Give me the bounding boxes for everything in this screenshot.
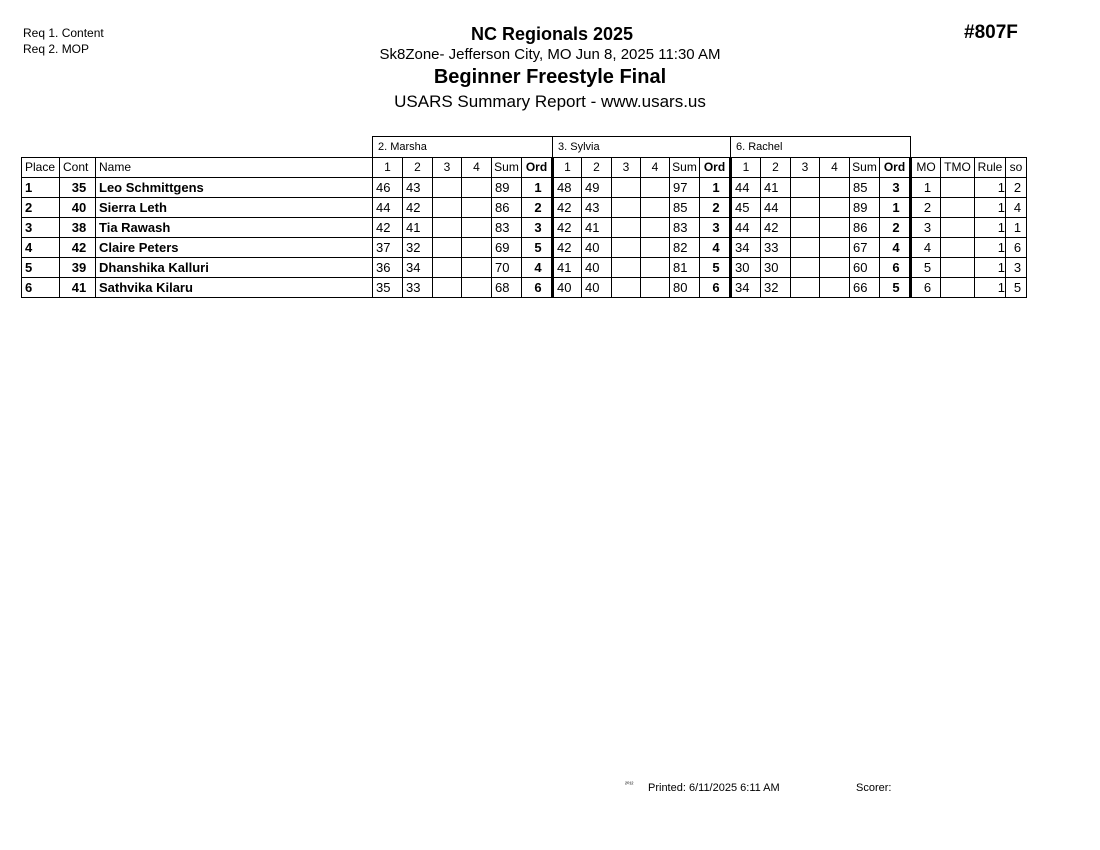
column-header-row — [22, 158, 1027, 178]
rule-cell: 1 — [975, 178, 1006, 198]
results-table — [21, 136, 1027, 298]
sum-cell: 70 — [492, 258, 522, 278]
requirement-1: Req 1. Content — [23, 26, 104, 40]
col-header-mark: 3 — [791, 158, 820, 178]
so-cell: 5 — [1006, 278, 1027, 298]
cont-cell: 41 — [60, 278, 96, 298]
sum-cell: 68 — [492, 278, 522, 298]
col-header-tmo: TMO — [941, 158, 975, 178]
so-cell: 6 — [1006, 238, 1027, 258]
ordinal-cell: 6 — [700, 278, 731, 298]
col-header-so: so — [1006, 158, 1027, 178]
mark-cell — [820, 218, 850, 238]
ordinal-cell: 6 — [880, 258, 911, 278]
mark-cell: 42 — [553, 198, 582, 218]
mark-cell: 37 — [373, 238, 403, 258]
table-row — [22, 178, 1027, 198]
col-header-ord: Ord — [880, 158, 911, 178]
skater-name-cell: Sathvika Kilaru — [96, 278, 373, 298]
mark-cell — [820, 238, 850, 258]
so-cell: 2 — [1006, 178, 1027, 198]
mo-cell: 3 — [911, 218, 941, 238]
mark-cell — [791, 278, 820, 298]
mark-cell — [612, 278, 641, 298]
sum-cell: 66 — [850, 278, 880, 298]
ordinal-cell: 1 — [522, 178, 553, 198]
judge-name-3: 6. Rachel — [731, 137, 911, 158]
mo-cell: 5 — [911, 258, 941, 278]
table-row — [22, 238, 1027, 258]
mark-cell — [820, 198, 850, 218]
mark-cell — [612, 178, 641, 198]
col-header-mark: 4 — [820, 158, 850, 178]
requirement-2: Req 2. MOP — [23, 42, 90, 56]
sum-cell: 86 — [850, 218, 880, 238]
mark-cell: 32 — [403, 238, 433, 258]
tmo-cell — [941, 218, 975, 238]
version-mark: ²⁰¹² — [625, 782, 634, 788]
col-header-mark: 3 — [433, 158, 462, 178]
mark-cell — [820, 278, 850, 298]
mark-cell — [641, 278, 670, 298]
mark-cell — [791, 238, 820, 258]
sum-cell: 60 — [850, 258, 880, 278]
skater-name-cell: Claire Peters — [96, 238, 373, 258]
mark-cell: 43 — [403, 178, 433, 198]
skater-name-cell: Tia Rawash — [96, 218, 373, 238]
tmo-cell — [941, 278, 975, 298]
ordinal-cell: 2 — [700, 198, 731, 218]
mo-cell: 1 — [911, 178, 941, 198]
mark-cell: 46 — [373, 178, 403, 198]
col-header-mark: 4 — [462, 158, 492, 178]
ordinal-cell: 1 — [880, 198, 911, 218]
table-row — [22, 278, 1027, 298]
ordinal-cell: 5 — [880, 278, 911, 298]
col-header-mark: 1 — [373, 158, 403, 178]
ordinal-cell: 3 — [522, 218, 553, 238]
sum-cell: 86 — [492, 198, 522, 218]
event-title: Beginner Freestyle Final — [433, 66, 667, 88]
col-header-place: Place — [22, 158, 60, 178]
mark-cell: 44 — [731, 218, 761, 238]
judges-spacer-right — [911, 137, 1027, 158]
col-header-mark: 2 — [403, 158, 433, 178]
mark-cell — [641, 258, 670, 278]
sum-cell: 69 — [492, 238, 522, 258]
venue-line: Sk8Zone- Jefferson City, MO Jun 8, 2025 11:30 AM — [379, 46, 721, 63]
ordinal-cell: 4 — [700, 238, 731, 258]
sum-cell: 83 — [670, 218, 700, 238]
judges-header-row — [22, 137, 1027, 158]
table-row — [22, 198, 1027, 218]
skater-name-cell: Dhanshika Kalluri — [96, 258, 373, 278]
mark-cell — [433, 178, 462, 198]
col-header-mark: 2 — [582, 158, 612, 178]
sum-cell: 80 — [670, 278, 700, 298]
col-header-mark: 3 — [612, 158, 641, 178]
sum-cell: 81 — [670, 258, 700, 278]
mark-cell — [791, 178, 820, 198]
skater-name-cell: Sierra Leth — [96, 198, 373, 218]
mark-cell: 49 — [582, 178, 612, 198]
mark-cell — [820, 178, 850, 198]
mark-cell: 33 — [761, 238, 791, 258]
mark-cell: 44 — [731, 178, 761, 198]
mark-cell: 42 — [761, 218, 791, 238]
col-header-cont: Cont — [60, 158, 96, 178]
so-cell: 1 — [1006, 218, 1027, 238]
mark-cell — [641, 198, 670, 218]
mark-cell: 36 — [373, 258, 403, 278]
mark-cell — [791, 258, 820, 278]
ordinal-cell: 1 — [700, 178, 731, 198]
rule-cell: 1 — [975, 218, 1006, 238]
mark-cell — [462, 278, 492, 298]
mark-cell — [433, 198, 462, 218]
cont-cell: 39 — [60, 258, 96, 278]
mark-cell: 35 — [373, 278, 403, 298]
scorer-label: Scorer: — [856, 782, 892, 794]
mark-cell — [462, 258, 492, 278]
place-cell: 5 — [22, 258, 60, 278]
mark-cell: 41 — [582, 218, 612, 238]
sum-cell: 89 — [850, 198, 880, 218]
sum-cell: 89 — [492, 178, 522, 198]
judge-name-1: 2. Marsha — [373, 137, 553, 158]
tmo-cell — [941, 258, 975, 278]
mark-cell — [641, 238, 670, 258]
col-header-ord: Ord — [522, 158, 553, 178]
mark-cell — [791, 198, 820, 218]
mark-cell — [612, 218, 641, 238]
mark-cell: 40 — [582, 238, 612, 258]
mark-cell — [641, 178, 670, 198]
rule-cell: 1 — [975, 278, 1006, 298]
tmo-cell — [941, 198, 975, 218]
mo-cell: 2 — [911, 198, 941, 218]
mark-cell — [433, 218, 462, 238]
ordinal-cell: 3 — [700, 218, 731, 238]
mark-cell: 44 — [761, 198, 791, 218]
judge-name-2: 3. Sylvia — [553, 137, 731, 158]
skater-name-cell: Leo Schmittgens — [96, 178, 373, 198]
table-row — [22, 218, 1027, 238]
judges-spacer — [22, 137, 373, 158]
col-header-sum: Sum — [850, 158, 880, 178]
place-cell: 4 — [22, 238, 60, 258]
results-body — [22, 137, 1027, 298]
cont-cell: 38 — [60, 218, 96, 238]
table-row — [22, 258, 1027, 278]
rule-cell: 1 — [975, 258, 1006, 278]
mark-cell: 42 — [403, 198, 433, 218]
mark-cell: 34 — [403, 258, 433, 278]
mark-cell: 42 — [373, 218, 403, 238]
mark-cell: 41 — [403, 218, 433, 238]
mark-cell — [612, 238, 641, 258]
cont-cell: 40 — [60, 198, 96, 218]
mark-cell — [791, 218, 820, 238]
mark-cell: 34 — [731, 238, 761, 258]
mark-cell: 42 — [553, 238, 582, 258]
mo-cell: 4 — [911, 238, 941, 258]
mark-cell: 30 — [761, 258, 791, 278]
mark-cell: 40 — [582, 258, 612, 278]
report-subtitle: USARS Summary Report - www.usars.us — [394, 92, 706, 111]
ordinal-cell: 5 — [522, 238, 553, 258]
mark-cell: 30 — [731, 258, 761, 278]
col-header-rule: Rule — [975, 158, 1006, 178]
competition-title: NC Regionals 2025 — [470, 24, 634, 44]
mark-cell: 32 — [761, 278, 791, 298]
mark-cell — [433, 258, 462, 278]
sum-cell: 82 — [670, 238, 700, 258]
sum-cell: 83 — [492, 218, 522, 238]
mark-cell — [462, 198, 492, 218]
ordinal-cell: 3 — [880, 178, 911, 198]
sum-cell: 85 — [850, 178, 880, 198]
mark-cell — [433, 238, 462, 258]
mark-cell: 43 — [582, 198, 612, 218]
place-cell: 2 — [22, 198, 60, 218]
place-cell: 3 — [22, 218, 60, 238]
col-header-mark: 4 — [641, 158, 670, 178]
mark-cell: 34 — [731, 278, 761, 298]
mark-cell: 45 — [731, 198, 761, 218]
sum-cell: 97 — [670, 178, 700, 198]
col-header-mo: MO — [911, 158, 941, 178]
mo-cell: 6 — [911, 278, 941, 298]
ordinal-cell: 4 — [880, 238, 911, 258]
sum-cell: 67 — [850, 238, 880, 258]
mark-cell — [433, 278, 462, 298]
so-cell: 3 — [1006, 258, 1027, 278]
mark-cell: 42 — [553, 218, 582, 238]
mark-cell — [612, 198, 641, 218]
mark-cell — [462, 238, 492, 258]
col-header-ord: Ord — [700, 158, 731, 178]
sum-cell: 85 — [670, 198, 700, 218]
mark-cell: 41 — [553, 258, 582, 278]
ordinal-cell: 5 — [700, 258, 731, 278]
col-header-mark: 1 — [731, 158, 761, 178]
place-cell: 1 — [22, 178, 60, 198]
col-header-mark: 2 — [761, 158, 791, 178]
mark-cell — [462, 178, 492, 198]
place-cell: 6 — [22, 278, 60, 298]
mark-cell — [612, 258, 641, 278]
ordinal-cell: 2 — [880, 218, 911, 238]
col-header-sum: Sum — [492, 158, 522, 178]
ordinal-cell: 4 — [522, 258, 553, 278]
mark-cell: 41 — [761, 178, 791, 198]
mark-cell: 48 — [553, 178, 582, 198]
cont-cell: 42 — [60, 238, 96, 258]
tmo-cell — [941, 178, 975, 198]
col-header-name: Name — [96, 158, 373, 178]
ordinal-cell: 6 — [522, 278, 553, 298]
mark-cell: 33 — [403, 278, 433, 298]
rule-cell: 1 — [975, 238, 1006, 258]
mark-cell: 44 — [373, 198, 403, 218]
printed-timestamp: Printed: 6/11/2025 6:11 AM — [648, 782, 780, 794]
event-code: #807F — [964, 22, 1018, 43]
mark-cell: 40 — [553, 278, 582, 298]
report-header — [0, 22, 1100, 114]
col-header-sum: Sum — [670, 158, 700, 178]
mark-cell — [462, 218, 492, 238]
mark-cell: 40 — [582, 278, 612, 298]
col-header-mark: 1 — [553, 158, 582, 178]
tmo-cell — [941, 238, 975, 258]
cont-cell: 35 — [60, 178, 96, 198]
mark-cell — [820, 258, 850, 278]
rule-cell: 1 — [975, 198, 1006, 218]
ordinal-cell: 2 — [522, 198, 553, 218]
so-cell: 4 — [1006, 198, 1027, 218]
mark-cell — [641, 218, 670, 238]
